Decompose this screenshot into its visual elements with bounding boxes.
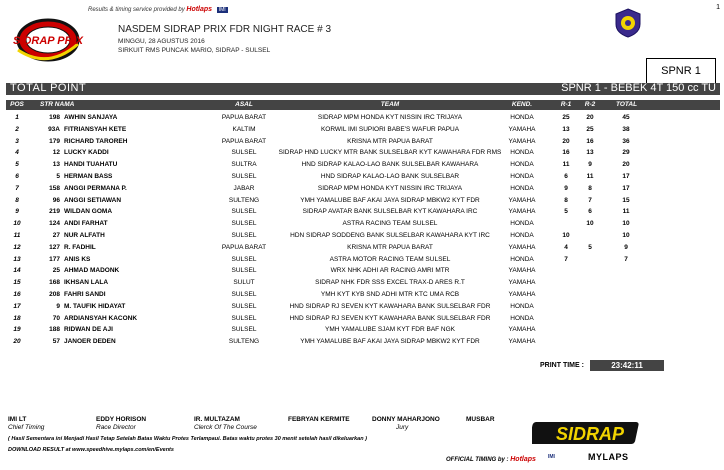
cell-kend: YAMAHA — [508, 243, 536, 251]
cell-kend: YAMAHA — [508, 125, 536, 133]
cell-r2: 9 — [588, 161, 592, 169]
sig-name: IR. MULTAZAM — [194, 416, 240, 423]
cell-r1: 16 — [562, 149, 570, 157]
cell-name: JANOER DEDEN — [64, 338, 116, 346]
col-r1: R-1 — [560, 101, 572, 108]
cell-pos: 8 — [15, 196, 19, 204]
cell-r2: 11 — [586, 173, 594, 180]
table-header — [6, 100, 720, 110]
table-row — [6, 219, 720, 230]
table-row — [6, 243, 720, 254]
cell-str: 198 — [49, 114, 60, 121]
table-row — [6, 314, 720, 325]
page-number: 1 — [716, 4, 720, 11]
cell-str: 168 — [49, 279, 60, 287]
imi-seal-icon — [614, 8, 642, 38]
cell-str: 57 — [52, 338, 60, 346]
sig-role: Jury — [396, 424, 409, 431]
cell-name: ANGGI SETIAWAN — [64, 196, 122, 204]
cell-r1: 7 — [564, 255, 568, 263]
col-total: TOTAL — [616, 101, 638, 108]
cell-pos: 2 — [15, 125, 19, 133]
cell-str: 27 — [52, 232, 60, 239]
cell-name: ANDI FARHAT — [64, 220, 108, 228]
cell-asal: SULSEL — [231, 267, 257, 275]
cell-pos: 13 — [13, 255, 21, 263]
cell-asal: PAPUA BARAT — [221, 137, 267, 145]
cell-r1: 5 — [564, 208, 568, 216]
cell-str: 208 — [49, 291, 60, 298]
cell-total: 7 — [624, 255, 628, 263]
cell-pos: 18 — [13, 314, 21, 322]
cell-kend: HONDA — [510, 302, 534, 310]
cell-kend: YAMAHA — [508, 338, 536, 346]
cell-pos: 7 — [15, 184, 19, 192]
cell-team: YMH YAMALUBE BAF AKAI JAYA SIDRAP MBKW2 KYT FDR — [300, 196, 480, 204]
cell-str: 179 — [49, 137, 60, 145]
cell-team: HND SIDRAP KALAO-LAO BANK SULSELBAR KAWAHARA — [301, 161, 479, 169]
event-date: MINGGU, 28 AGUSTUS 2016 — [118, 38, 205, 45]
cell-r1: 20 — [562, 137, 570, 145]
cell-r2: 13 — [586, 149, 594, 157]
cell-kend: YAMAHA — [508, 137, 536, 145]
sig-name: DONNY MAHARJONO — [372, 416, 440, 423]
hotlaps-brand: Hotlaps — [186, 6, 213, 13]
cell-pos: 15 — [13, 279, 21, 287]
cell-team: HND SIDRAP RJ SEVEN KYT KAWAHARA BANK SULSELBAR FDR — [289, 314, 491, 322]
sidrap-logo — [532, 418, 644, 450]
cell-kend: HONDA — [510, 184, 534, 192]
cell-kend: HONDA — [510, 114, 534, 121]
cell-asal: SULUT — [233, 279, 255, 287]
sig-3 — [194, 416, 257, 431]
print-time-value: 23:42:11 — [590, 360, 664, 371]
cell-asal: SULSEL — [231, 291, 257, 298]
cell-r1: 10 — [562, 232, 570, 239]
cell-name: RIDWAN DE AJI — [64, 326, 113, 334]
table-row — [6, 337, 720, 348]
cell-r2: 20 — [586, 114, 594, 121]
cell-total: 36 — [622, 137, 630, 145]
cell-r1: 8 — [564, 196, 568, 204]
cell-name: HANDI TUAHATU — [64, 161, 118, 169]
svg-text:SIDRAP: SIDRAP — [555, 424, 625, 444]
cell-team: KORWIL IMI SUPIORI BABE'S WAFUR PAPUA — [320, 125, 460, 133]
cell-name: R. FADHIL — [64, 243, 96, 251]
cell-r2: 10 — [586, 220, 594, 228]
cell-total: 20 — [622, 161, 630, 169]
cell-kend: HONDA — [510, 314, 534, 322]
cell-pos: 19 — [13, 326, 21, 334]
cell-asal: PAPUA BARAT — [221, 114, 267, 121]
cell-str: 93A — [48, 125, 60, 133]
col-str-name: STR NAMA — [40, 101, 75, 108]
imi-logo: IMI — [548, 454, 555, 460]
cell-asal: SULSEL — [231, 255, 257, 263]
cell-name: WILDAN GOMA — [64, 208, 113, 216]
event-title: NASDEM SIDRAP PRIX FDR NIGHT RACE # 3 — [118, 24, 332, 35]
cell-r2: 25 — [586, 125, 594, 133]
class-box: SPNR 1 — [646, 58, 716, 84]
sig-name: EDDY HORISON — [96, 416, 147, 423]
cell-team: KRISNA MTR PAPUA BARAT — [347, 137, 433, 145]
cell-str: 177 — [49, 255, 60, 263]
cell-team: KRISNA MTR PAPUA BARAT — [347, 243, 433, 251]
cell-team: SIDRAP AVATAR BANK SULSELBAR KYT KAWAHARA IRC — [302, 208, 478, 216]
cell-r1: 4 — [564, 243, 568, 251]
table-row — [6, 266, 720, 277]
sig-6 — [466, 416, 495, 424]
cell-pos: 20 — [13, 338, 21, 346]
imi-badge: IMI — [218, 7, 226, 13]
cell-team: HDN SIDRAP SODDENG BANK SULSELBAR KAWAHARA KYT IRC — [290, 232, 490, 239]
cell-total: 9 — [624, 243, 628, 251]
table-row — [6, 148, 720, 159]
sig-role: Race Director — [96, 424, 136, 431]
cell-pos: 1 — [15, 114, 19, 121]
cell-team: SIDRAP MPM HONDA KYT NISSIN IRC TRIJAYA — [317, 184, 463, 192]
cell-asal: SULSEL — [231, 220, 257, 228]
sig-name: IMI LT — [8, 416, 27, 423]
cell-kend: HONDA — [510, 161, 534, 169]
protest-note: ( Hasil Sementara ini Menjadi Hasil Tetap Setelah Batas Waktu Protes Terlampaui. Batas waktu protes 30 menit setelah hasil dikeluarkan ) — [8, 436, 367, 442]
cell-asal: SULSEL — [231, 302, 257, 310]
cell-team: YMH YAMALUBE SJAM KYT FDR BAF NGK — [324, 326, 456, 334]
cell-name: FITRIANSYAH KETE — [64, 125, 127, 133]
print-time-label: PRINT TIME : — [540, 362, 584, 369]
table-row — [6, 207, 720, 218]
sig-role: Chief Timing — [8, 424, 45, 431]
table-row — [6, 172, 720, 183]
cell-kend: YAMAHA — [508, 279, 536, 287]
col-asal: ASAL — [235, 101, 253, 108]
cell-team: HND SIDRAP RJ SEVEN KYT KAWAHARA BANK SULSELBAR FDR — [289, 302, 491, 310]
table-row — [6, 325, 720, 336]
table-row — [6, 278, 720, 289]
timing-credit — [88, 6, 228, 13]
col-team: TEAM — [380, 101, 400, 108]
cell-asal: SULTRA — [231, 161, 257, 169]
cell-asal: SULSEL — [231, 326, 257, 334]
cell-name: AHMAD MADONK — [64, 267, 120, 275]
sig-name: FEBRYAN KERMITE — [288, 416, 350, 423]
cell-name: AWHIN SANJAYA — [64, 114, 118, 121]
cell-str: 5 — [56, 173, 60, 180]
cell-r1: 6 — [564, 173, 568, 180]
cell-r1: 11 — [562, 161, 570, 169]
cell-kend: YAMAHA — [508, 208, 536, 216]
sig-1 — [8, 416, 44, 431]
table-row — [6, 290, 720, 301]
cell-asal: KALTIM — [232, 125, 256, 133]
cell-pos: 10 — [13, 220, 21, 228]
cell-team: SIDRAP MPM HONDA KYT NISSIN IRC TRIJAYA — [317, 114, 463, 121]
cell-str: 124 — [49, 220, 60, 228]
title-bar — [6, 83, 720, 95]
cell-str: 70 — [52, 314, 60, 322]
table-row — [6, 184, 720, 195]
sidrap-prix-logo — [8, 10, 88, 68]
cell-name: ANIS KS — [64, 255, 91, 263]
cell-team: YMH KYT KYB SND ADHI MTR KTC UMA RCB — [320, 291, 460, 298]
cell-r1: 9 — [564, 184, 568, 192]
cell-asal: SULTENG — [228, 196, 260, 204]
cell-r2: 8 — [588, 184, 592, 192]
table-row — [6, 113, 720, 124]
cell-kend: YAMAHA — [508, 196, 536, 204]
cell-pos: 16 — [13, 291, 21, 298]
cell-r2: 5 — [588, 243, 592, 251]
cell-total: 17 — [622, 173, 630, 180]
table-row — [6, 302, 720, 313]
cell-team: SIDRAP NHK FDR SSS EXCEL TRAX-D ARES R.T — [315, 279, 465, 287]
cell-total: 15 — [622, 196, 630, 204]
cell-name: LUCKY KADDI — [64, 149, 109, 157]
table-row — [6, 160, 720, 171]
cell-total: 38 — [622, 125, 630, 133]
cell-team: ASTRA MOTOR RACING TEAM SULSEL — [329, 255, 451, 263]
cell-str: 219 — [49, 208, 60, 216]
cell-asal: SULSEL — [231, 232, 257, 239]
cell-name: RICHARD TAROREH — [64, 137, 128, 145]
cell-kend: YAMAHA — [508, 291, 536, 298]
event-venue: SIRKUIT RMS PUNCAK MARIO, SIDRAP - SULSEL — [118, 47, 271, 54]
cell-asal: SULSEL — [231, 208, 257, 216]
cell-total: 45 — [622, 114, 630, 121]
cell-pos: 9 — [15, 208, 19, 216]
table-row — [6, 255, 720, 266]
cell-pos: 14 — [13, 267, 21, 275]
cell-team: ASTRA RACING TEAM SULSEL — [342, 220, 438, 228]
cell-str: 96 — [52, 196, 60, 204]
table-row — [6, 125, 720, 136]
sig-name: MUSBAR — [466, 416, 495, 423]
sig-role: Clerck Of The Course — [194, 424, 257, 431]
cell-str: 13 — [52, 161, 60, 169]
total-point-title: TOTAL POINT — [10, 82, 87, 94]
download-link[interactable]: DOWNLOAD RESULT at www.speedhive.mylaps.com/en/Events — [8, 447, 174, 453]
cell-name: HERMAN BASS — [64, 173, 113, 180]
credit-prefix: Results & timing service provided by — [88, 7, 185, 13]
cell-r2: 7 — [588, 196, 592, 204]
cell-asal: PAPUA BARAT — [221, 243, 267, 251]
cell-total: 11 — [622, 208, 630, 216]
cell-r1: 13 — [562, 125, 570, 133]
cell-team: HND SIDRAP KALAO-LAO BANK SULSELBAR — [320, 173, 460, 180]
col-pos: POS — [10, 101, 24, 108]
cell-name: ANGGI PERMANA P. — [64, 184, 127, 192]
cell-str: 9 — [56, 302, 60, 310]
cell-pos: 5 — [15, 161, 19, 169]
timing-label: OFFICIAL TIMING by : — [446, 457, 509, 463]
cell-pos: 4 — [15, 149, 19, 157]
cell-name: M. TAUFIK HIDAYAT — [64, 302, 126, 310]
cell-kend: HONDA — [510, 255, 534, 263]
cell-str: 12 — [52, 149, 60, 157]
cell-kend: HONDA — [510, 173, 534, 180]
sig-4 — [288, 416, 350, 424]
cell-name: ARDIANSYAH KACONK — [64, 314, 138, 322]
col-r2: R-2 — [584, 101, 596, 108]
cell-pos: 11 — [13, 232, 21, 239]
cell-name: NUR ALFATH — [64, 232, 105, 239]
cell-pos: 3 — [15, 137, 19, 145]
cell-asal: SULSEL — [231, 149, 257, 157]
cell-name: FAHRI SANDI — [64, 291, 106, 298]
mylaps-logo: MYLAPS — [588, 452, 629, 462]
sig-5 — [372, 416, 440, 431]
cell-str: 158 — [49, 184, 60, 192]
cell-str: 188 — [49, 326, 60, 334]
sig-2 — [96, 416, 146, 431]
cell-kend: HONDA — [510, 220, 534, 228]
cell-r2: 16 — [586, 137, 594, 145]
cell-total: 17 — [622, 184, 630, 192]
cell-kend: HONDA — [510, 232, 534, 239]
cell-team: YMH YAMALUBE BAF AKAI JAYA SIDRAP MBKW2 KYT FDR — [300, 338, 480, 346]
col-kend: KEND. — [511, 101, 533, 108]
cell-pos: 17 — [13, 302, 21, 310]
cell-asal: SULSEL — [231, 314, 257, 322]
cell-team: WRX NHK ADHI AR RACING AMRI MTR — [330, 267, 450, 275]
cell-kend: YAMAHA — [508, 267, 536, 275]
cell-str: 127 — [49, 243, 60, 251]
cell-total: 10 — [622, 232, 630, 239]
official-timing — [446, 456, 536, 463]
cell-r2: 6 — [588, 208, 592, 216]
table-row — [6, 231, 720, 242]
svg-text:SIDRAP PRIX: SIDRAP PRIX — [13, 35, 83, 47]
cell-kend: HONDA — [510, 149, 534, 157]
cell-asal: JABAR — [233, 184, 255, 192]
timing-brand: Hotlaps — [510, 456, 536, 463]
cell-asal: SULSEL — [231, 173, 257, 180]
table-row — [6, 196, 720, 207]
cell-asal: SULTENG — [228, 338, 260, 346]
cell-kend: YAMAHA — [508, 326, 536, 334]
cell-r1: 25 — [562, 114, 570, 121]
cell-total: 29 — [622, 149, 630, 157]
class-title: SPNR 1 - BEBEK 4T 150 cc TU — [561, 82, 716, 94]
cell-str: 25 — [52, 267, 60, 275]
table-row — [6, 137, 720, 148]
cell-pos: 6 — [15, 173, 19, 180]
cell-team: SIDRAP HND LUCKY MTR BANK SULSELBAR KYT KAWAHARA FDR RMS — [278, 149, 502, 157]
cell-name: IKHSAN LALA — [64, 279, 109, 287]
cell-total: 10 — [622, 220, 630, 228]
cell-pos: 12 — [13, 243, 21, 251]
